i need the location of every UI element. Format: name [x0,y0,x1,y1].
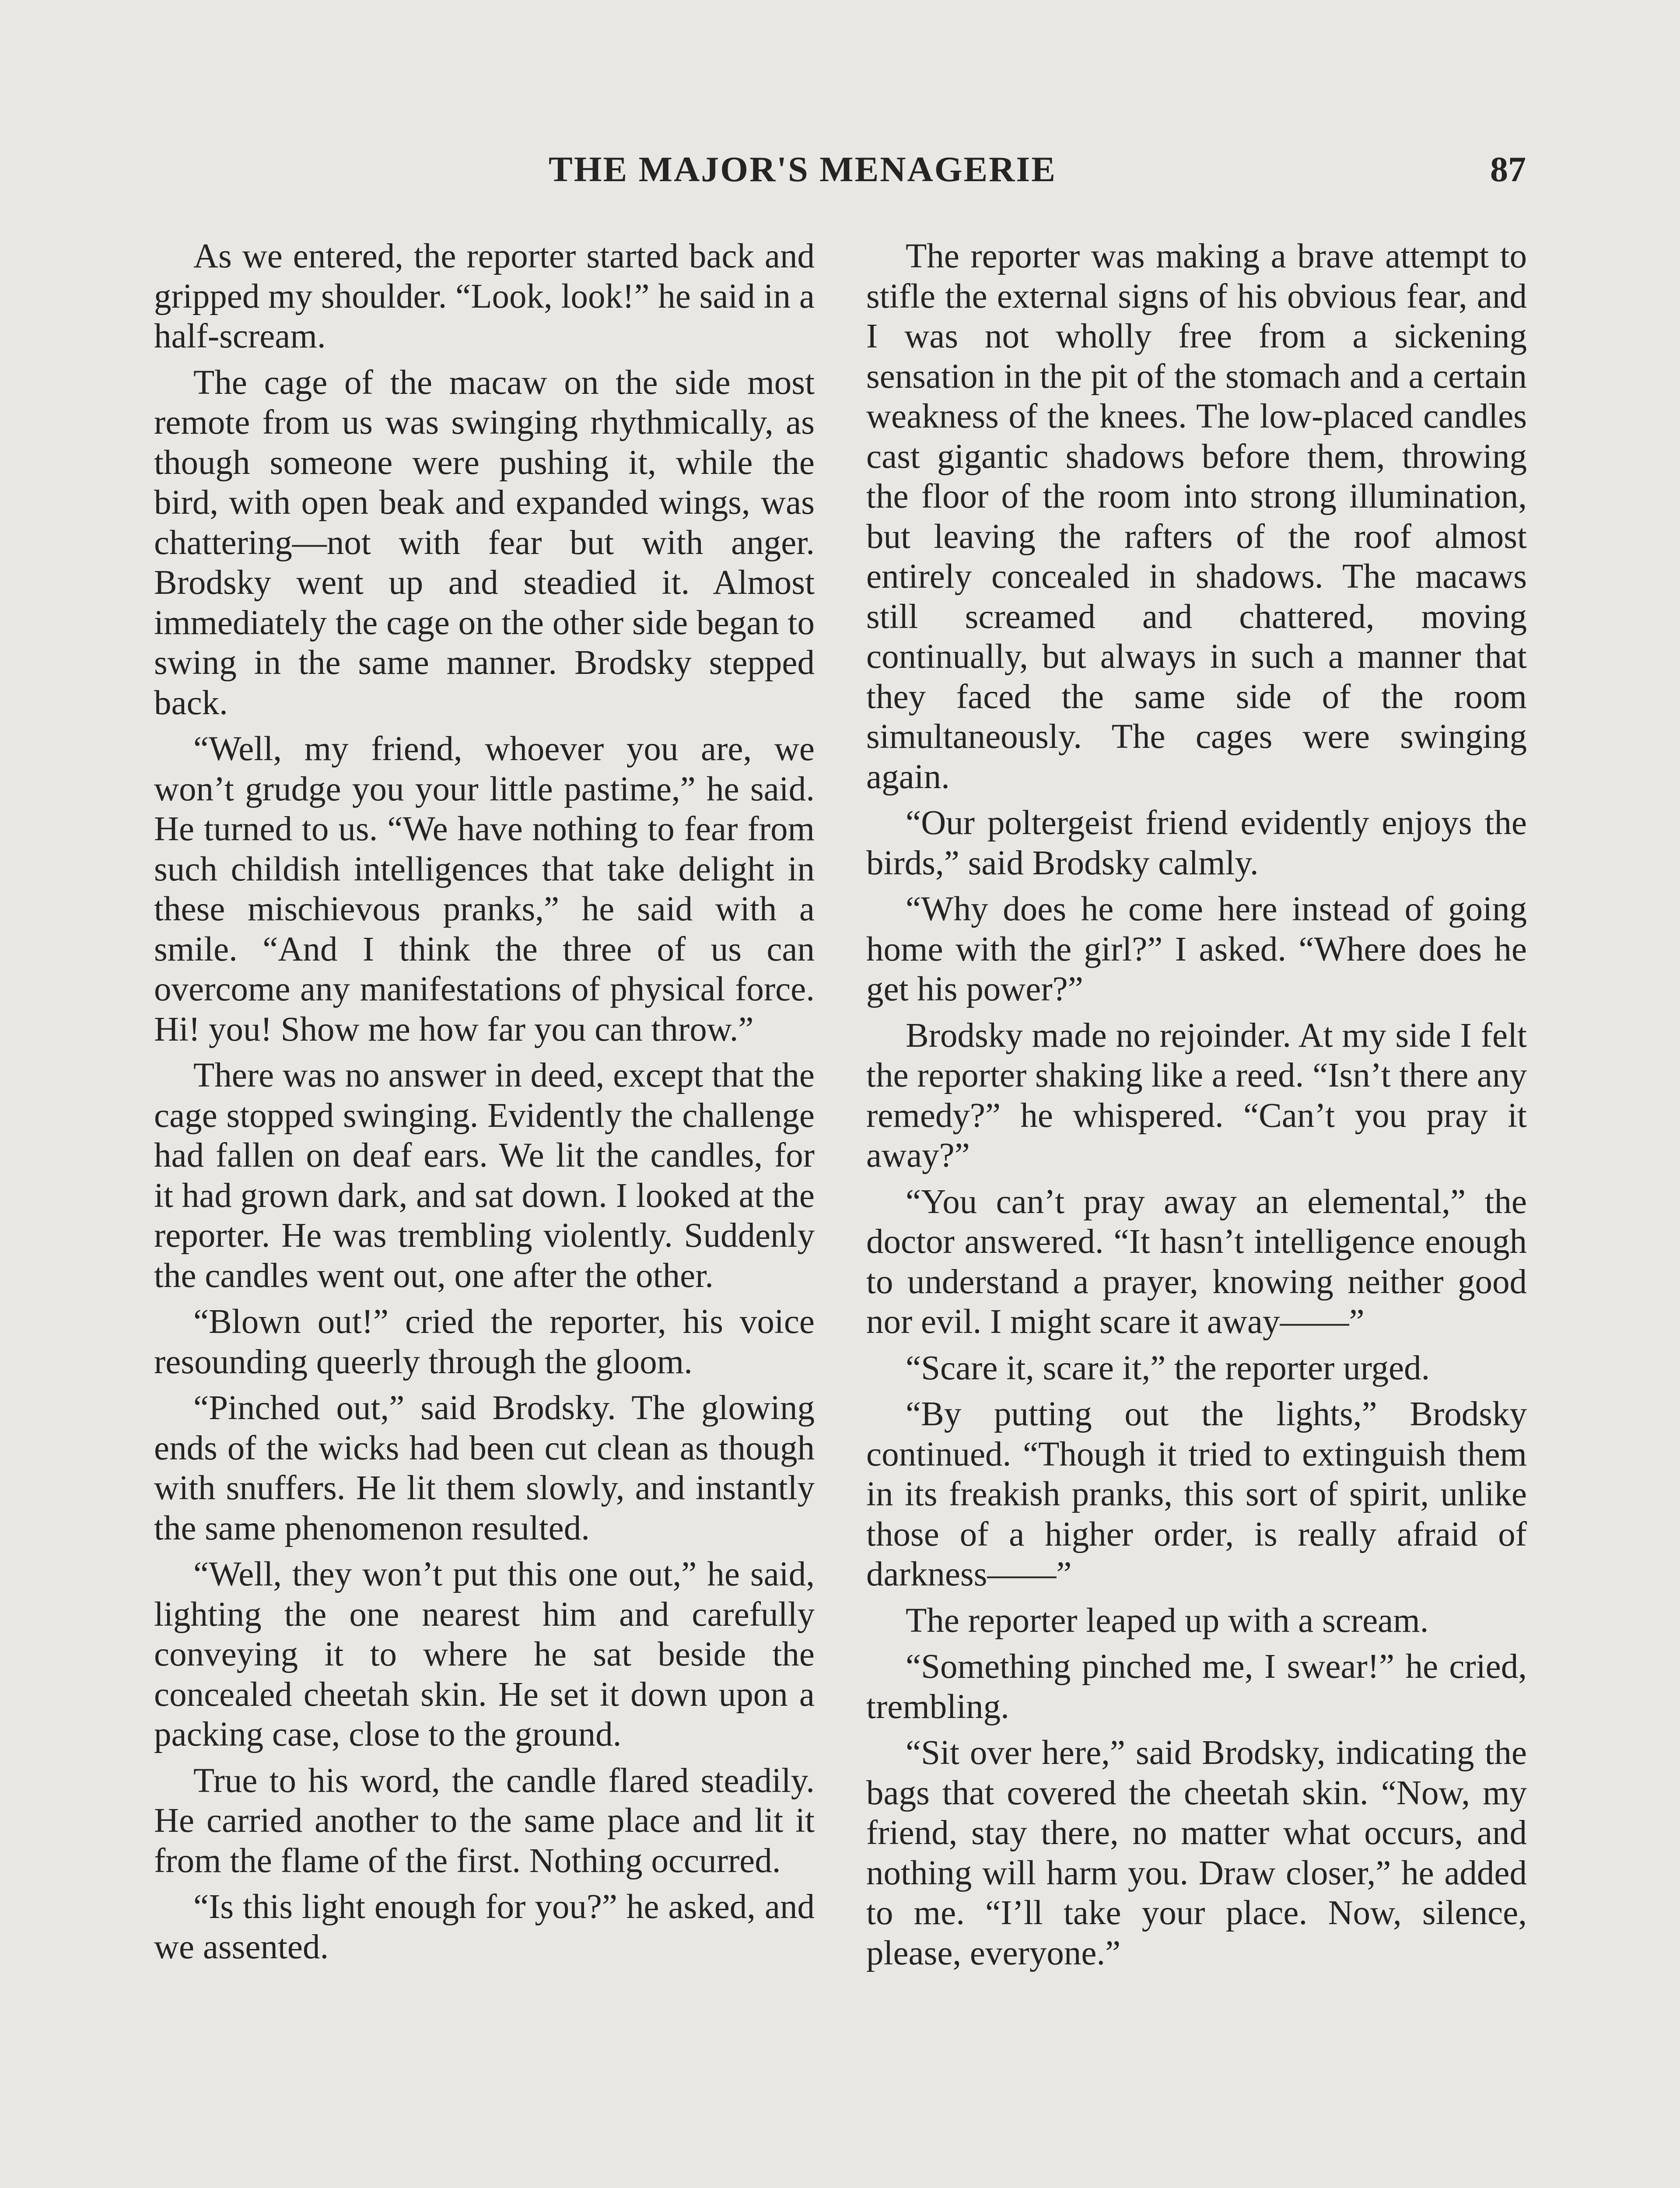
paragraph: “Our poltergeist friend evidently enjoys the birds,” said Brodsky calmly. [866,804,1527,882]
paragraph: “By putting out the lights,” Brodsky continued. “Though it tried to extinguish them in its freakish pranks, this sort of spirit, unlike those of a higher order, is really afraid of darkness——” [866,1395,1527,1593]
running-head: THE MAJOR'S MENAGERIE [549,149,1057,189]
paragraph: “Is this light enough for you?” he asked, and we assented. [154,1888,815,1966]
paragraph: As we entered, the reporter started back and gripped my shoulder. “Look, look!” he said in a half-scream. [154,237,815,355]
paragraph: “You can’t pray away an elemental,” the doctor answered. “It hasn’t intelligence enough to understand a prayer, knowing neither good nor evil. I might scare it away——” [866,1182,1527,1341]
paragraph: “Well, they won’t put this one out,” he said, lighting the one nearest him and carefully conveying it to where he sat beside the concealed cheetah skin. He set it down upon a packing case, close to the ground. [154,1555,815,1753]
paragraph: “Pinched out,” said Brodsky. The glowing ends of the wicks had been cut clean as though with snuffers. He lit them slowly, and instantly the same phenomenon resulted. [154,1389,815,1547]
right-column [866,236,1527,1979]
paragraph: The reporter was making a brave attempt to stifle the external signs of his obvious fear, and I was not wholly free from a sickening sensation in the pit of the stomach and a certain weakness of the knees. The low-placed candles cast gigantic shadows before them, throwing the floor of the room into strong illumination, but leaving the rafters of the roof almost entirely concealed in shadows. The macaws still screamed and chattered, moving continually, but always in such a manner that they faced the same side of the room simultaneously. The cages were swinging again. [866,237,1527,796]
paragraph: “Blown out!” cried the reporter, his voice resounding queerly through the gloom. [154,1303,815,1381]
paragraph: “Well, my friend, whoever you are, we won’t grudge you your little pastime,” he said. He turned to us. “We have nothing to fear from such childish intelligences that take delight in these mischievous pranks,” he said with a smile. “And I think the three of us can overcome any manifestations of physical force. Hi! you! Show me how far you can throw.” [154,730,815,1048]
paragraph: “Scare it, scare it,” the reporter urged. [906,1349,1430,1387]
left-column [154,236,815,1973]
paragraph: There was no answer in deed, except that the cage stopped swinging. Evidently the challenge had fallen on deaf ears. We lit the candles, for it had grown dark, and sat down. I looked at the reporter. He was trembling violently. Suddenly the candles went out, one after the other. [154,1056,815,1295]
paragraph: The reporter leaped up with a scream. [906,1601,1429,1640]
paragraph: The cage of the macaw on the side most remote from us was swinging rhythmically, as though someone were pushing it, while the bird, with open beak and expanded wings, was chattering—not with fear but with anger. Brodsky went up and steadied it. Almost immediately the cage on the other side began to swing in the same manner. Brodsky stepped back. [154,363,815,722]
page-number: 87 [1490,149,1526,189]
paragraph: “Sit over here,” said Brodsky, indicating the bags that covered the cheetah skin. “Now, my friend, stay there, no matter what occurs, and nothing will harm you. Draw closer,” he added to me. “I’ll take your place. Now, silence, please, everyone.” [866,1734,1527,1972]
paragraph: “Why does he come here instead of going home with the girl?” I asked. “Where does he get his power?” [866,890,1527,1008]
page-header [154,149,1526,201]
paragraph: Brodsky made no rejoinder. At my side I felt the reporter shaking like a reed. “Isn’t there any remedy?” he whispered. “Can’t you pray it away?” [866,1016,1527,1175]
paragraph: “Something pinched me, I swear!” he cried, trembling. [866,1648,1527,1726]
paragraph: True to his word, the candle flared steadily. He carried another to the same place and lit it from the flame of the first. Nothing occurred. [154,1761,815,1880]
